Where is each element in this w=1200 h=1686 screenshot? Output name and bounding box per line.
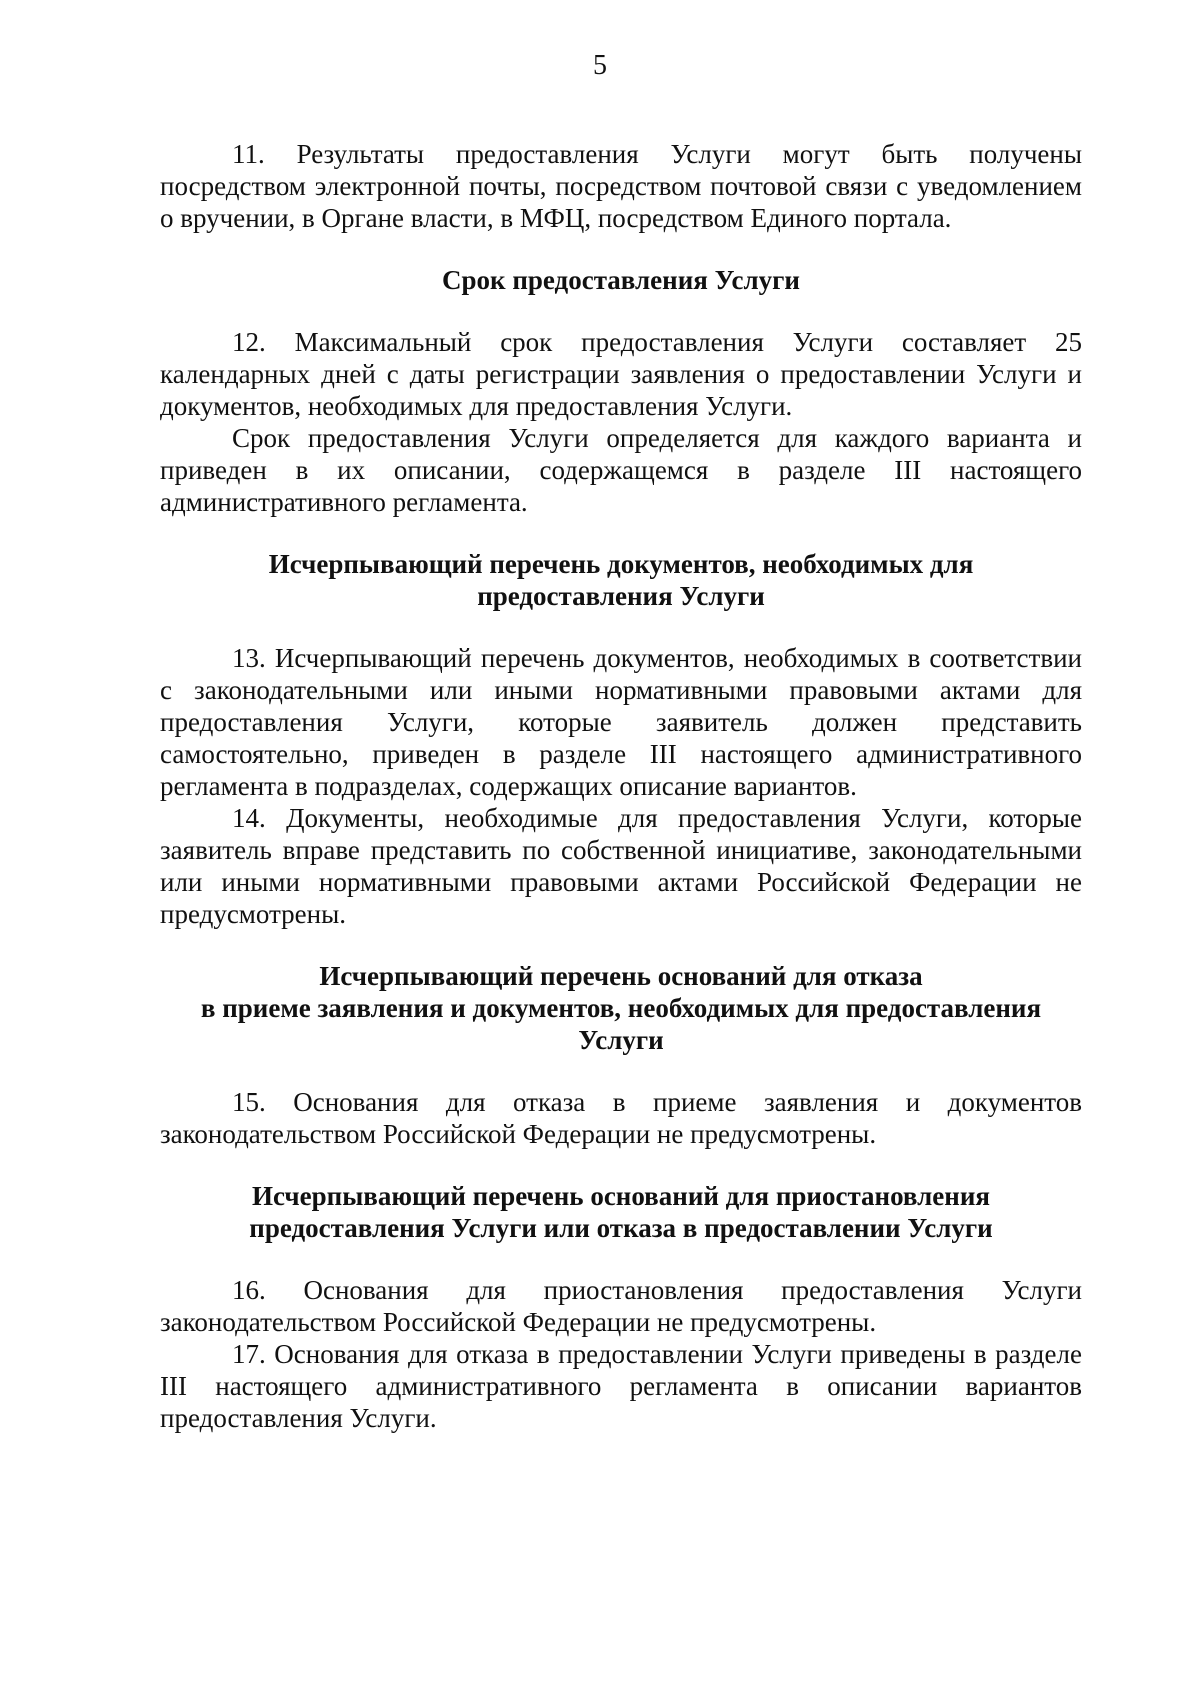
heading-line: Срок предоставления Услуги — [442, 265, 800, 295]
section-heading-term — [160, 264, 1082, 296]
paragraph-16: 16. Основания для приостановления предоставления Услуги законодательством Российской Федерации не предусмотрены. — [160, 1275, 1082, 1337]
section-term-body — [160, 326, 1082, 518]
document-body — [160, 138, 1082, 1434]
heading-line: Услуги — [578, 1025, 664, 1055]
paragraph-12: 12. Максимальный срок предоставления Услуги составляет 25 календарных дней с даты регистрации заявления о предоставлении Услуги и документов, необходимых для предоставления Услуги. — [160, 327, 1082, 421]
paragraph-12-continued: Срок предоставления Услуги определяется для каждого варианта и приведен в их описании, содержащемся в разделе III настоящего административного регламента. — [160, 423, 1082, 517]
paragraph-13: 13. Исчерпывающий перечень документов, необходимых в соответствии с законодательными или иными нормативными правовыми актами для предоставления Услуги, которые заявитель должен представить самостоятельно, приведен в разделе III настоящего административного регламента в подразделах, содержащих описание вариантов. — [160, 643, 1082, 801]
heading-line: в приеме заявления и документов, необходимых для предоставления — [200, 993, 1042, 1023]
section-refusal-reception-body — [160, 1086, 1082, 1150]
paragraph-11: 11. Результаты предоставления Услуги могут быть получены посредством электронной почты, посредством почтовой связи с уведомлением о вручении, в Органе власти, в МФЦ, посредством Единого портала. — [160, 139, 1082, 233]
page-number: 5 — [593, 50, 607, 81]
section-heading-documents — [160, 548, 1082, 612]
section-suspension-body — [160, 1274, 1082, 1434]
section-heading-refusal-reception — [160, 960, 1082, 1056]
heading-line: предоставления Услуги или отказа в предоставлении Услуги — [249, 1213, 993, 1243]
paragraph-15: 15. Основания для отказа в приеме заявления и документов законодательством Российской Федерации не предусмотрены. — [160, 1087, 1082, 1149]
paragraph-17: 17. Основания для отказа в предоставлении Услуги приведены в разделе III настоящего административного регламента в описании вариантов предоставления Услуги. — [160, 1339, 1082, 1433]
heading-line: Исчерпывающий перечень оснований для приостановления — [251, 1181, 991, 1211]
paragraph-14: 14. Документы, необходимые для предоставления Услуги, которые заявитель вправе представить по собственной инициативе, законодательными или иными нормативными правовыми актами Российской Федерации не предусмотрены. — [160, 803, 1082, 929]
section-heading-suspension — [160, 1180, 1082, 1244]
heading-line: Исчерпывающий перечень документов, необходимых для — [268, 549, 974, 579]
section-documents-body — [160, 642, 1082, 930]
heading-line: Исчерпывающий перечень оснований для отказа — [319, 961, 923, 991]
heading-line: предоставления Услуги — [477, 581, 765, 611]
